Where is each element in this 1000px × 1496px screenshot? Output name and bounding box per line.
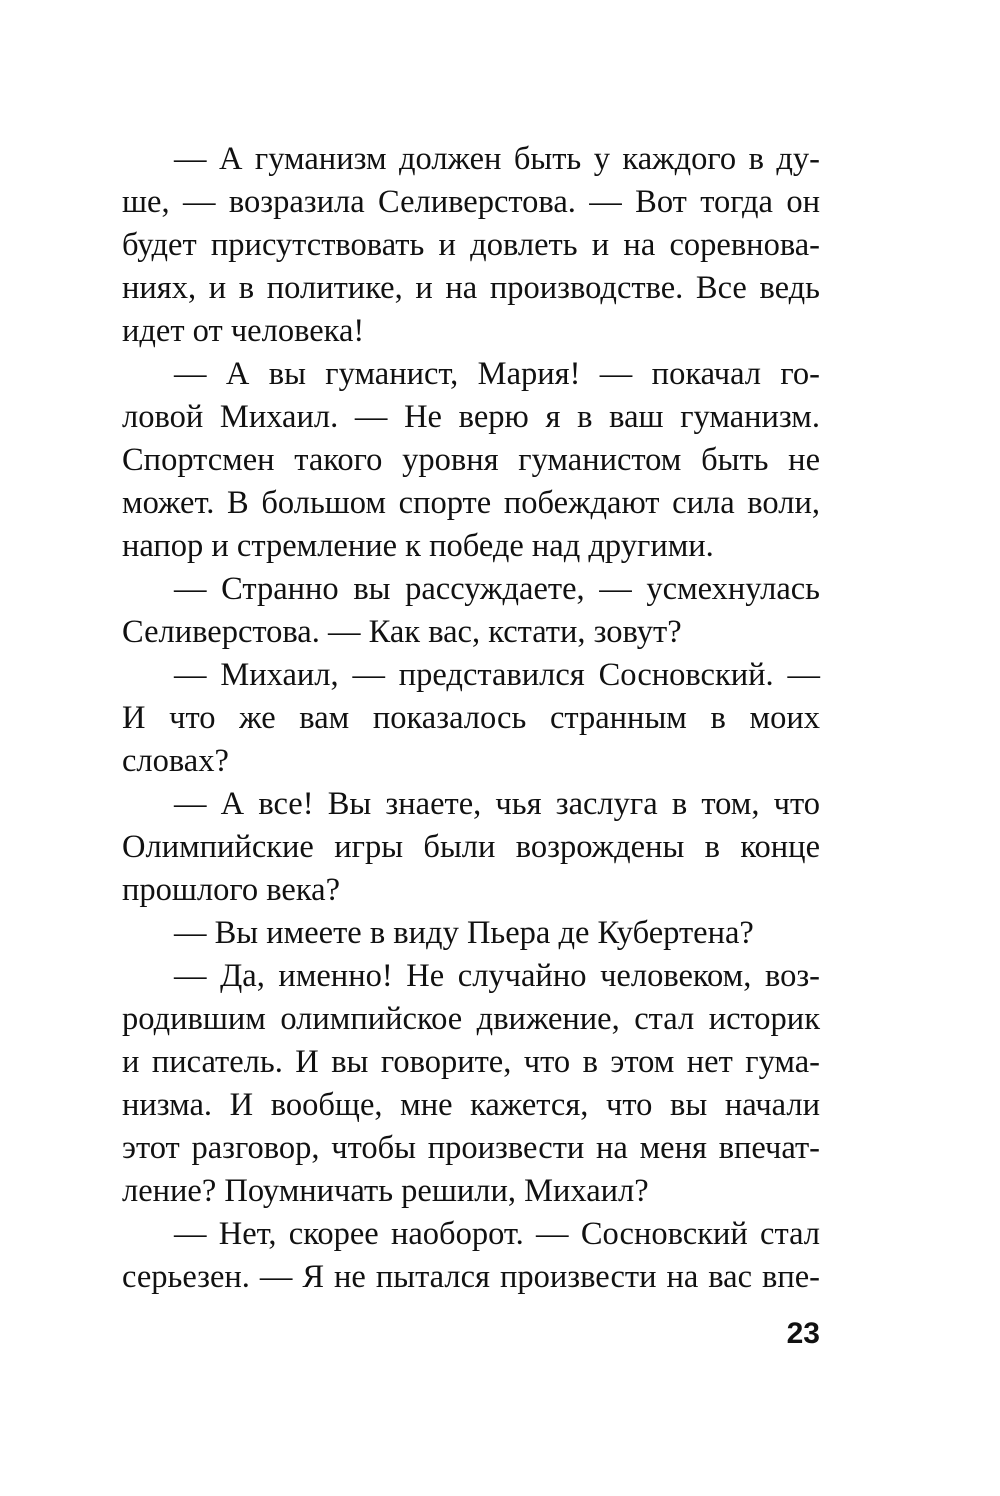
text-line: будет присутствовать и довлеть и на соревнова-	[122, 227, 820, 263]
body-text	[122, 138, 820, 1299]
text-line: — Да, именно! Не случайно человеком, воз-	[174, 958, 820, 994]
text-line: ловой Михаил. — Не верю я в ваш гуманизм.	[122, 399, 820, 435]
paragraph	[122, 353, 820, 568]
page-number: 23	[786, 1317, 820, 1350]
text-line: Олимпийские игры были возрождены в конце	[122, 829, 820, 865]
text-line: прошлого века?	[122, 872, 341, 908]
text-line: И что же вам показалось странным в моих	[122, 700, 820, 736]
text-line: — А все! Вы знаете, чья заслуга в том, что	[174, 786, 820, 822]
text-line: — А вы гуманист, Мария! — покачал го-	[174, 356, 820, 392]
text-line: ниях, и в политике, и на производстве. Все ведь	[122, 270, 820, 306]
paragraph	[122, 783, 820, 912]
text-line: — Вы имеете в виду Пьера де Кубертена?	[174, 915, 754, 951]
text-line: ше, — возразила Селиверстова. — Вот тогда он	[122, 184, 820, 220]
text-line: — Странно вы рассуждаете, — усмехнулась	[174, 571, 820, 607]
paragraph	[122, 138, 820, 353]
paragraph	[122, 912, 820, 955]
text-line: — Нет, скорее наоборот. — Сосновский стал	[174, 1216, 820, 1252]
text-line: серьезен. — Я не пытался произвести на вас впе-	[122, 1259, 820, 1295]
text-line: — Михаил, — представился Сосновский. —	[174, 657, 820, 693]
paragraph	[122, 654, 820, 783]
text-line: Спортсмен такого уровня гуманистом быть не	[122, 442, 820, 478]
paragraph	[122, 955, 820, 1213]
text-line: Селиверстова. — Как вас, кстати, зовут?	[122, 614, 682, 650]
text-line: идет от человека!	[122, 313, 365, 349]
text-line: напор и стремление к победе над другими.	[122, 528, 714, 564]
text-line: может. В большом спорте побеждают сила воли,	[122, 485, 820, 521]
text-line: родившим олимпийское движение, стал историк	[122, 1001, 820, 1037]
text-line: низма. И вообще, мне кажется, что вы начали	[122, 1087, 820, 1123]
text-line: этот разговор, чтобы произвести на меня впечат-	[122, 1130, 820, 1166]
paragraph	[122, 1213, 820, 1299]
text-line: словах?	[122, 743, 229, 779]
text-line: и писатель. И вы говорите, что в этом нет гума-	[122, 1044, 820, 1080]
text-line: — А гуманизм должен быть у каждого в ду-	[174, 141, 820, 177]
paragraph	[122, 568, 820, 654]
text-line: ление? Поумничать решили, Михаил?	[122, 1173, 649, 1209]
